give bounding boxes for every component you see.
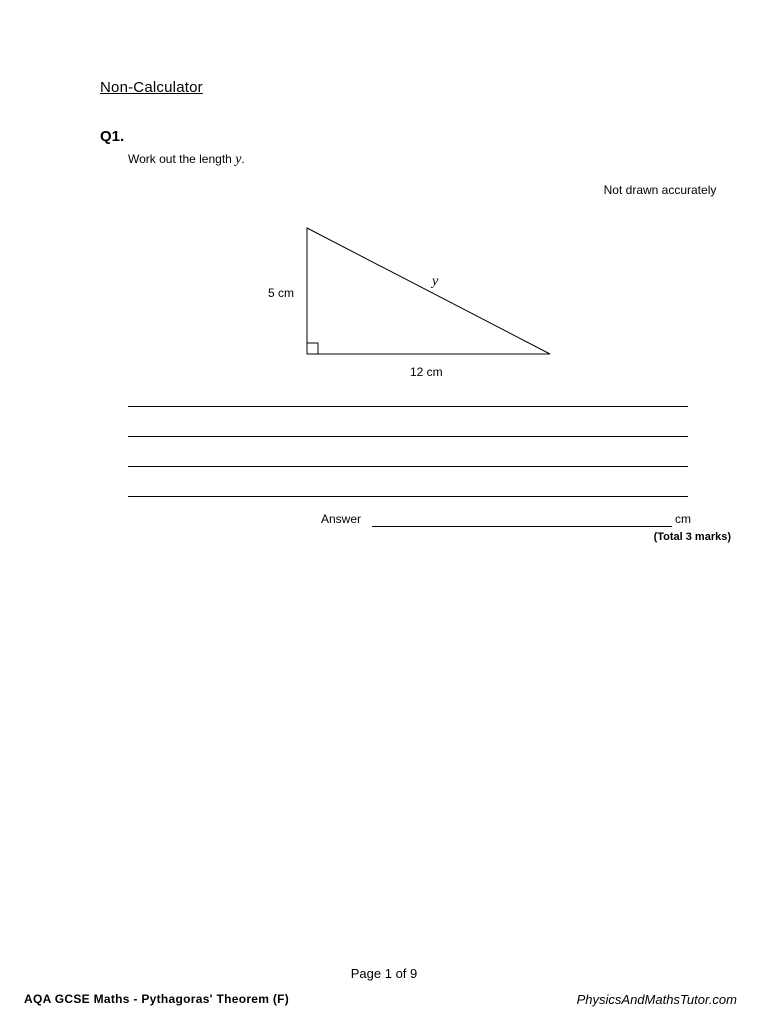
working-line-3[interactable]: [128, 466, 688, 467]
triangle-diagram: [0, 0, 768, 400]
section-title: Non-Calculator: [100, 79, 203, 96]
answer-field[interactable]: [372, 526, 672, 527]
total-marks: (Total 3 marks): [653, 531, 731, 543]
answer-label: Answer: [321, 512, 362, 526]
footer-site: PhysicsAndMathsTutor.com: [576, 992, 737, 1007]
not-drawn-note: Not drawn accurately: [603, 183, 717, 197]
working-line-1[interactable]: [128, 406, 688, 407]
right-angle-marker: [307, 343, 318, 354]
working-line-4[interactable]: [128, 496, 688, 497]
question-prompt-end: .: [241, 152, 245, 166]
question-variable: y: [235, 152, 242, 167]
hypotenuse-label: y: [432, 274, 439, 289]
right-triangle: [307, 228, 550, 354]
base-label: 12 cm: [410, 365, 443, 379]
working-line-2[interactable]: [128, 436, 688, 437]
question-number: Q1.: [100, 128, 125, 145]
question-prompt-text: Work out the length: [128, 152, 236, 166]
page-number: Page 1 of 9: [350, 966, 418, 981]
height-label: 5 cm: [268, 286, 295, 300]
footer-course: AQA GCSE Maths - Pythagoras' Theorem (F): [24, 992, 290, 1006]
answer-unit: cm: [675, 512, 691, 526]
